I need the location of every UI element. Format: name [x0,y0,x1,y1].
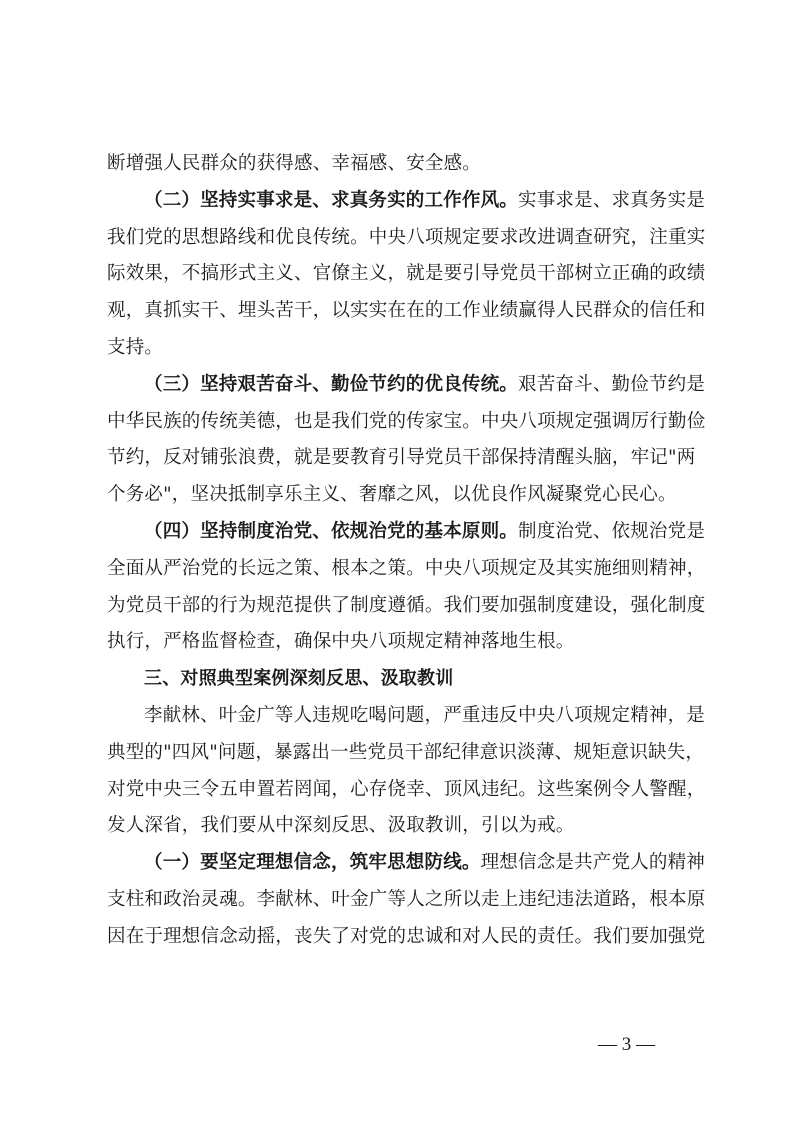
body-line [107,256,706,293]
subheading-text: （四）坚持制度治党、依规治党的基本原则。 [144,520,519,542]
body-text: 支持。 [107,336,164,358]
body-text: 制度治党、依规治党是 [518,520,706,542]
body-line [107,404,706,441]
body-text: 观，真抓实干、埋头苦干，以实实在在的工作业绩赢得人民群众的信任和 [107,300,706,322]
body-text: 断增强人民群众的获得感、幸福感、安全感。 [107,153,482,174]
section-heading: 三、对照典型案例深刻反思、汲取教训 [144,668,454,690]
body-text: 为党员干部的行为规范提供了制度遵循。我们要加强制度建设，强化制度 [107,594,706,616]
body-line [107,440,696,477]
body-text: 全面从严治党的长远之策、根本之策。中央八项规定及其实施细则精神， [107,557,706,579]
body-line [107,772,706,809]
body-line [107,624,692,661]
page-number: — 3 — [598,1034,655,1055]
body-text: 个务必"，坚决抵制享乐主义、奢靡之风，以优良作风凝聚党心民心。 [107,484,677,506]
body-line [107,551,706,588]
body-text: 支柱和政治灵魂。李献林、叶金广等人之所以走上违纪违法道路，根本原 [107,888,706,910]
body-text: 对党中央三令五申置若罔闻，心存侥幸、顶风违纪。这些案例令人警醒， [107,778,706,800]
body-line [107,293,706,330]
section-heading-line [107,661,692,698]
body-line [107,477,692,514]
body-text: 中华民族的传统美德，也是我们党的传家宝。中央八项规定强调厉行勤俭 [107,410,706,432]
body-text: 实事求是、求真务实是 [518,189,706,211]
subheading-paragraph-start [107,367,706,404]
body-line [107,808,692,845]
body-text: 因在于理想信念动摇，丧失了对党的忠诚和对人民的责任。我们要加强党 [107,925,706,947]
body-text: 际效果，不搞形式主义、官僚主义，就是要引导党员干部树立正确的政绩 [107,263,706,285]
body-text: 艰苦奋斗、勤俭节约是 [518,373,706,395]
body-line [107,882,706,919]
body-text: 节约，反对铺张浪费，就是要教育引导党员干部保持清醒头脑，牢记"两 [107,447,696,469]
subheading-text: （三）坚持艰苦奋斗、勤俭节约的优良传统。 [144,373,519,395]
body-text: 李献林、叶金广等人违规吃喝问题，严重违反中央八项规定精神，是 [144,704,706,726]
body-line [107,146,692,183]
subheading-text: （一）要坚定理想信念，筑牢思想防线。 [144,852,481,874]
body-line [107,919,706,956]
body-line [107,330,692,367]
body-text: 我们党的思想路线和优良传统。中央八项规定要求改进调查研究，注重实 [107,226,706,248]
subheading-text: （二）坚持实事求是、求真务实的工作作风。 [144,189,519,211]
subheading-paragraph-start [107,845,706,882]
document-body [107,146,706,956]
subheading-paragraph-start [107,183,706,220]
body-text: 发人深省，我们要从中深刻反思、汲取教训，引以为戒。 [107,815,575,837]
paragraph-start [107,698,706,735]
body-line [107,220,706,257]
body-text: 理想信念是共产党人的精神 [480,852,706,874]
body-line [107,735,705,772]
subheading-paragraph-start [107,514,706,551]
body-line [107,588,706,625]
body-text: 执行，严格监督检查，确保中央八项规定精神落地生根。 [107,631,575,653]
body-text: 典型的"四风"问题，暴露出一些党员干部纪律意识淡薄、规矩意识缺失， [107,741,705,763]
